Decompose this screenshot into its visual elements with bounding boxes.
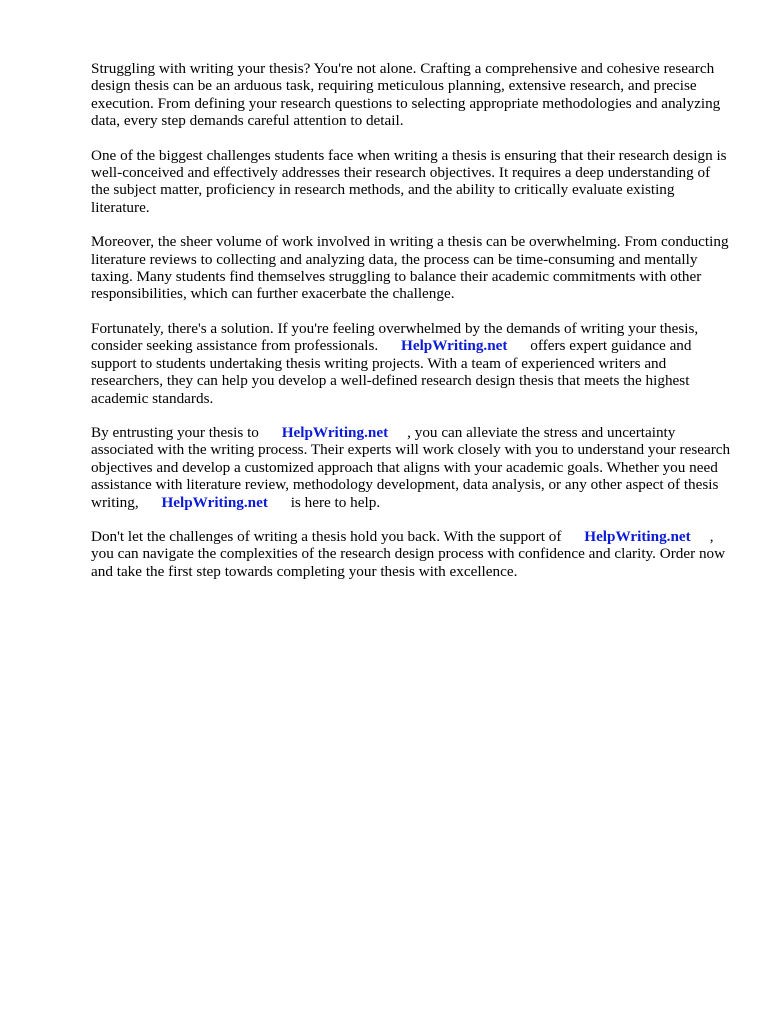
paragraph-4	[91, 320, 731, 407]
paragraph-4-text-after: offers expert guidance and support to students undertaking thesis writing projects. With a team of experienced writers and researchers, they can help you develop a well-defined research design thesis that meets the highest academic standards.	[91, 337, 692, 407]
paragraph-1-text: Struggling with writing your thesis? You're not alone. Crafting a comprehensive and cohesive research design thesis can be an arduous task, requiring meticulous planning, extensive research, and precise execution. From defining your research questions to selecting appropriate methodologies and analyzing data, every step demands careful attention to detail.	[91, 60, 721, 130]
helpwriting-link-1[interactable]: HelpWriting.net	[401, 337, 508, 355]
paragraph-4-text-before: Fortunately, there's a solution. If you're feeling overwhelmed by the demands of writing your thesis, consider seeking assistance from professionals.	[91, 319, 699, 355]
paragraph-5-text-middle: , you can alleviate the stress and uncertainty associated with the writing process. Their experts will work closely with you to understand your research objectives and develop a customized approach that aligns with your academic goals. Whether you need assistance with literature review, methodology development, data analysis, or any other aspect of thesis writing,	[91, 423, 731, 511]
helpwriting-link-2[interactable]: HelpWriting.net	[281, 423, 389, 441]
paragraph-2-text: One of the biggest challenges students face when writing a thesis is ensuring that their research design is well-conceived and effectively addresses their research objectives. It requires a deep understanding of the subject matter, proficiency in research methods, and the ability to critically evaluate existing literature.	[91, 146, 727, 216]
paragraph-3-text: Moreover, the sheer volume of work involved in writing a thesis can be overwhelming. From conducting literature reviews to collecting and analyzing data, the process can be time-consuming and mentally taxing. Many students find themselves struggling to balance their academic commitments with other responsibilities, which can further exacerbate the challenge.	[91, 233, 729, 303]
document-page	[91, 60, 731, 597]
paragraph-5	[91, 424, 731, 511]
paragraph-6	[91, 528, 731, 580]
paragraph-5-text-after: is here to help.	[290, 493, 381, 511]
paragraph-2	[91, 147, 731, 217]
paragraph-3	[91, 233, 731, 303]
paragraph-6-text-before: Don't let the challenges of writing a thesis hold you back. With the support of	[91, 527, 562, 545]
helpwriting-link-4[interactable]: HelpWriting.net	[584, 527, 691, 545]
paragraph-1	[91, 60, 731, 130]
paragraph-5-text-before: By entrusting your thesis to	[91, 423, 259, 441]
paragraph-6-text-after: , you can navigate the complexities of the research design process with confidence and clarity. Order now and take the first step towards completing your thesis with excellence.	[91, 527, 726, 580]
helpwriting-link-3[interactable]: HelpWriting.net	[161, 493, 268, 511]
